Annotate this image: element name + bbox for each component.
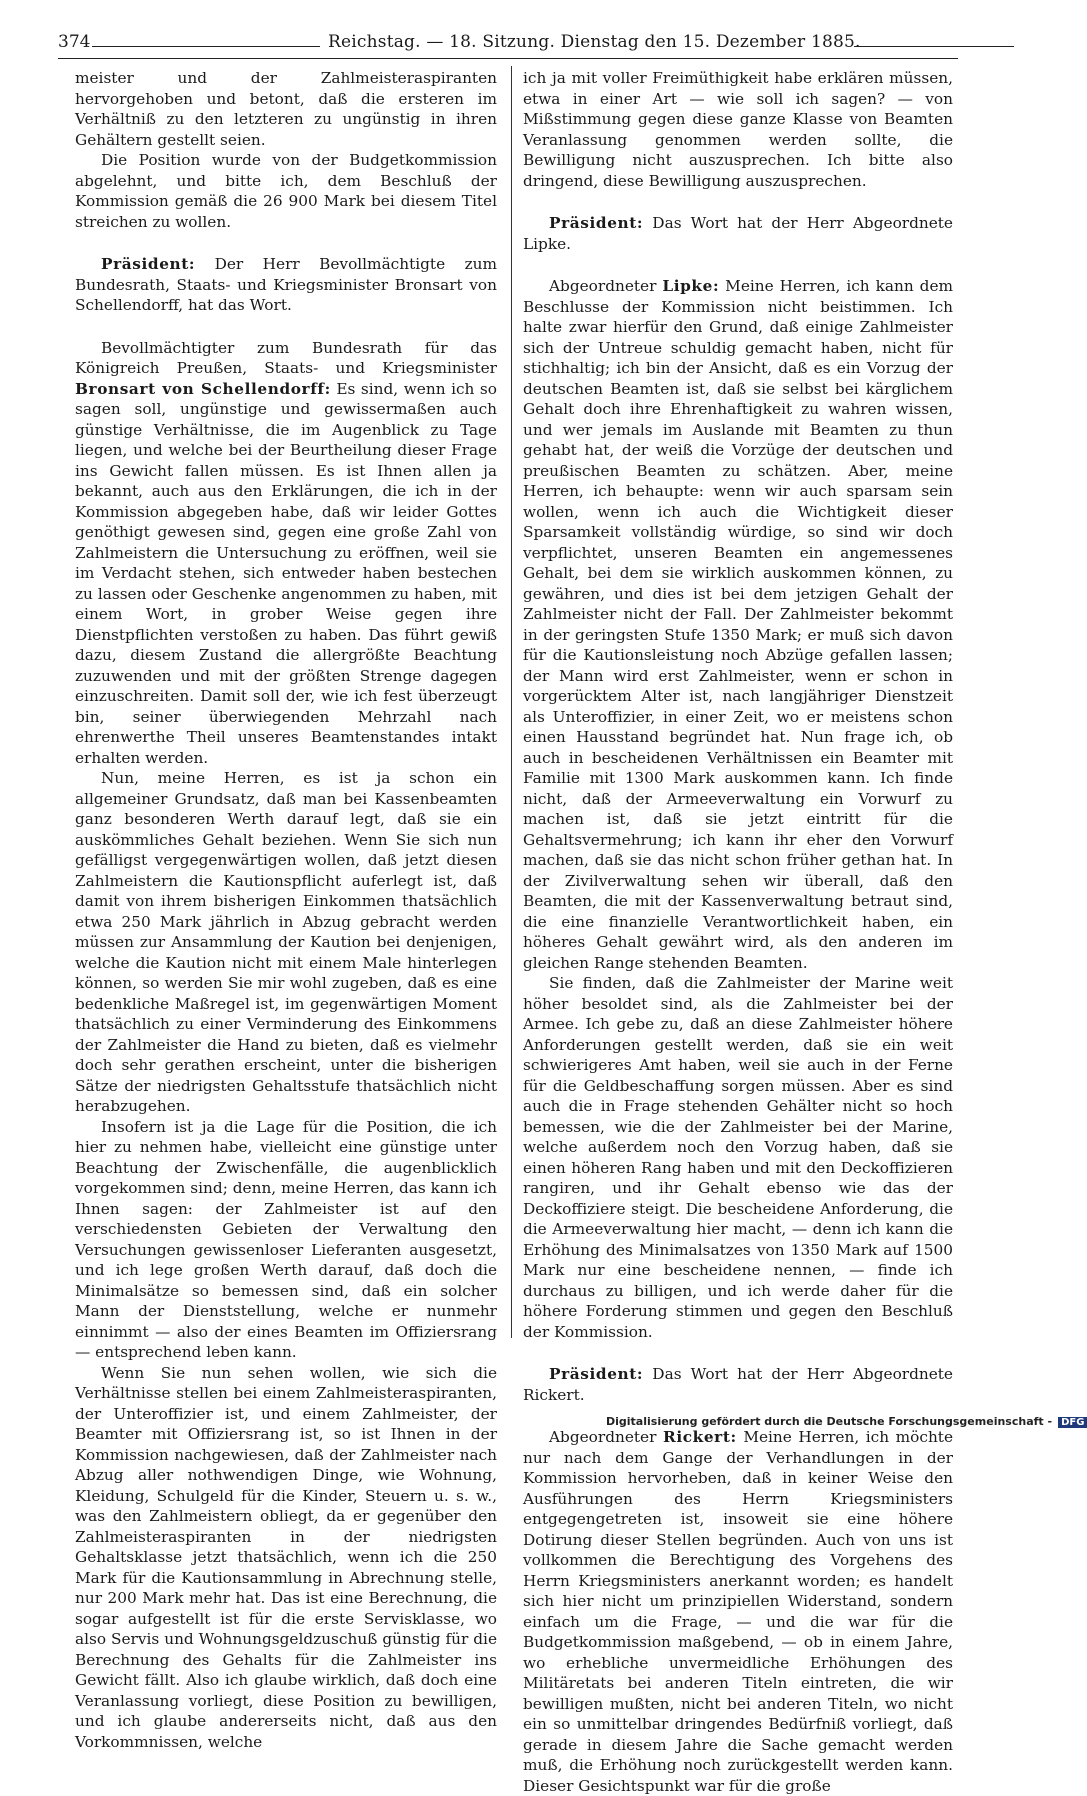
footer-text: Digitalisierung gefördert durch die Deutsche Forschungsgemeinschaft - xyxy=(606,1415,1053,1428)
speech-text: Meine Herren, ich möchte nur nach dem Gange der Verhandlungen in der Kommission hervorheben, daß in keiner Weise den Ausführungen des Herrn Kriegsministers entgegengetreten ist, insoweit sie eine höhere Dotirung dieser Stellen begründen. Auch von uns ist vollkommen die Berechtigung des Vorgehens des Herrn Kriegsministers anerkannt worden; es handelt sich hier nicht um prinzipiellen Widerstand, sondern einfach um die Frage, — und die war für die Budgetkommission maßgebend, — ob in einem Jahre, wo erhebliche unvermeidliche Erhöhungen des Militäretats bei anderen Titeln eintreten, die wir bewilligen mußten, nicht bei anderen Titeln, wo nicht ein so unmittelbar dringendes Bedürfniß vorliegt, daß gerade in diesem Jahre die Sache gemacht werden muß, die Erhöhung noch zurückgestellt werden kann. Dieser Gesichtspunkt war für die große xyxy=(523,1428,953,1795)
speaker-intro: Bevollmächtigter zum Bundesrath für das Königreich Preußen, Staats- und Kriegsminister xyxy=(75,338,497,377)
speech-lipke xyxy=(523,276,953,973)
speech-bronsart xyxy=(75,338,497,769)
speaker-intro: Abgeordneter xyxy=(549,1428,663,1446)
paragraph: Insofern ist ja die Lage für die Position, die ich hier zu nehmen habe, vielleicht eine günstige unter Beachtung der Zwischenfälle, die augenblicklich vorgekommen sind; denn, meine Herren, das kann ich Ihnen sagen: der Zahlmeister ist auf den verschiedensten Gebieten der Verwaltung den Versuchungen gewissenloser Lieferanten ausgesetzt, und ich lege großen Werth darauf, daß doch die Minimalsätze so bemessen sind, daß ein solcher Mann der Dienststellung, welche er nunmehr einnimmt — also der eines Beamten im Offiziersrang — entsprechend leben kann. xyxy=(75,1117,497,1361)
header-underline xyxy=(58,58,958,59)
speech-president xyxy=(75,254,497,316)
speaker-name: Rickert: xyxy=(663,1428,737,1446)
dfg-logo: DFG xyxy=(1058,1417,1087,1428)
paragraph: Sie finden, daß die Zahlmeister der Marine weit höher besoldet sind, als die Zahlmeister bei der Armee. Ich gebe zu, daß an diese Zahlmeister höhere Anforderungen gestellt werden, daß sie ein weit schwierigeres Amt haben, weil sie auch in der Ferne für die Geldbeschaffung sorgen müssen. Aber es sind auch die in Frage stehenden Gehälter nicht so hoch bemessen, wie die der Zahlmeister bei der Marine, welche außerdem noch den Vorzug haben, daß sie einen höheren Rang haben und mit den Deckoffizieren rangiren, und ihr Gehalt ebenso wie das der Deckoffiziere steigt. Die bescheidene Anforderung, die die Armeeverwaltung hier macht, — denn ich kann die Erhöhung des Minimalsatzes von 1350 Mark auf 1500 Mark nur eine bescheidene nennen, — finde ich durchaus zu billigen, und ich werde daher für die höhere Forderung stimmen und gegen den Beschluß der Kommission. xyxy=(523,974,953,1341)
speaker-name: Präsident: xyxy=(549,214,644,232)
digitization-footer xyxy=(606,1415,1087,1428)
column-divider xyxy=(511,66,512,1338)
paragraph: Wenn Sie nun sehen wollen, wie sich die Verhältnisse stellen bei einem Zahlmeisteraspiranten, der Unteroffizier ist, und einem Zahlmeister, der Beamter mit Offiziersrang ist, so ist Ihnen in der Kommission nachgewiesen, daß der Zahlmeister nach Abzug aller nothwendigen Dinge, wie Wohnung, Kleidung, Schulgeld für die Kinder, Steuern u. s. w., was den Zahlmeistern obliegt, da er gegenüber den Zahlmeisteraspiranten in der niedrigsten Gehaltsklasse jetzt thatsächlich, wenn ich die 250 Mark für die Kautionsammlung in Abrechnung stelle, nur 200 Mark mehr hat. Das ist eine Berechnung, die sogar aufgestellt ist für die erste Servisklasse, wo also Servis und Wohnungsgeldzuschuß günstig für die Berechnung des Gehalts für die Zahlmeister ins Gewicht fällt. Also ich glaube wirklich, daß doch eine Veranlassung vorliegt, diese Position zu bewilligen, und ich glaube andererseits nicht, daß aus den Vorkommnissen, welche xyxy=(75,1363,497,1751)
page-header xyxy=(58,28,958,58)
speech-rickert xyxy=(523,1427,953,1796)
speaker-name: Präsident: xyxy=(101,255,196,273)
speaker-name: Lipke: xyxy=(662,277,720,295)
paragraph: meister und der Zahlmeisteraspiranten hervorgehoben und betont, daß die ersteren im Verhältniß zu den letzteren zu ungünstig in ihren Gehältern gestellt seien. xyxy=(75,69,497,149)
speech-text: Der Herr Bevollmächtigte zum Bundesrath, Staats- und Kriegsminister Bronsart von Schellendorff, hat das Wort. xyxy=(75,255,497,314)
paragraph: ich ja mit voller Freimüthigkeit habe erklären müssen, etwa in einer Art — wie soll ich sagen? — von Mißstimmung gegen diese ganze Klasse von Beamten Veranlassung genommen werden sollte, die Bewilligung nicht auszusprechen. Ich bitte also dringend, diese Bewilligung auszusprechen. xyxy=(523,69,953,190)
page-number: 374 xyxy=(58,32,91,52)
speaker-name: Bronsart von Schellendorff: xyxy=(75,379,331,398)
speech-president xyxy=(523,213,953,254)
speech-president xyxy=(523,1364,953,1405)
speech-text: Meine Herren, ich kann dem Beschlusse der Kommission nicht beistimmen. Ich halte zwar hierfür den Grund, daß einige Zahlmeister sich der Untreue schuldig gemacht haben, nicht für stichhaltig; ich bin der Ansicht, daß es ein Vorzug der deutschen Beamten ist, daß sie selbst bei kärglichem Gehalt doch ihre Ehrenhaftigkeit zu wahren wissen, und wer jemals im Auslande mit Beamten zu thun gehabt hat, der weiß die Vorzüge der deutschen und preußischen Beamten zu schätzen. Aber, meine Herren, ich behaupte: wenn wir auch sparsam sein wollen, wenn ich auch die Wichtigkeit dieser Sparsamkeit vollständig würdige, so sind wir doch verpflichtet, unseren Beamten ein angemessenes Gehalt, bei dem sie wirklich auskommen können, zu gewähren, und dies ist bei dem jetzigen Gehalt der Zahlmeister nicht der Fall. Der Zahlmeister bekommt in der geringsten Stufe 1350 Mark; er muß sich davon für die Kautionsleistung noch Abzüge gefallen lassen; der Mann wird erst Zahlmeister, wenn er schon in vorgerücktem Alter ist, nach langjähriger Dienstzeit als Unteroffizier, in einer Zeit, wo er meistens schon einen Hausstand begründet hat. Nun frage ich, ob auch in bescheidenen Verhältnissen ein Beamter mit Familie mit 1300 Mark auskommen kann. Ich finde nicht, daß der Armeeverwaltung ein Vorwurf zu machen ist, daß sie jetzt eintritt für die Gehaltsvermehrung; ich kann ihr eher den Vorwurf machen, daß sie das nicht schon früher gethan hat. In der Zivilverwaltung sehen wir überall, daß den Beamten, die mit der Kassenverwaltung betraut sind, die eine finanzielle Verantwortlichkeit haben, ein höheres Gehalt gewährt wird, als den anderen im gleichen Range stehenden Beamten. xyxy=(523,277,953,972)
speaker-intro: Abgeordneter xyxy=(549,277,663,295)
paragraph: Die Position wurde von der Budgetkommission abgelehnt, und bitte ich, dem Beschluß der Kommission gemäß die 26 900 Mark bei diesem Titel streichen zu wollen. xyxy=(75,151,497,231)
header-rule-left xyxy=(92,46,320,47)
speech-text: Das Wort hat der Herr Abgeordnete Rickert. xyxy=(523,1365,953,1404)
paragraph: Nun, meine Herren, es ist ja schon ein allgemeiner Grundsatz, daß man bei Kassenbeamten ganz besonderen Werth darauf legt, daß sie ein auskömmliches Gehalt beziehen. Wenn Sie sich nun gefälligst vergegenwärtigen wollen, daß jetzt diesen Zahlmeistern die Kautionspflicht auferlegt ist, daß damit von ihrem bisherigen Einkommen thatsächlich etwa 250 Mark jährlich in Abzug gebracht werden müssen zur Ansammlung der Kaution bei denjenigen, welche die Kaution nicht mit einem Male hinterlegen können, so werden Sie mir wohl zugeben, daß es eine bedenkliche Maßregel ist, im gegenwärtigen Moment thatsächlich zu einer Verminderung des Einkommens der Zahlmeister die Hand zu bieten, daß es vielmehr doch sehr gerathen erscheint, unter die bisherigen Sätze der niedrigsten Gehaltsstufe thatsächlich nicht herabzugehen. xyxy=(75,769,497,1115)
speech-text: Es sind, wenn ich so sagen soll, ungünstige und gewissermaßen auch günstige Verhältnisse, die im Augenblick zu Tage liegen, und welche bei der Beurtheilung dieser Frage ins Gewicht fallen müssen. Es ist Ihnen allen ja bekannt, auch aus den Erklärungen, die ich in der Kommission abgegeben habe, daß wir leider Gottes genöthigt gewesen sind, gegen eine große Zahl von Zahlmeistern die Untersuchung zu eröffnen, weil sie im Verdacht stehen, sich entweder haben bestechen zu lassen oder Geschenke angenommen zu haben, mit einem Wort, in grober Weise gegen ihre Dienstpflichten verstoßen zu haben. Das führt gewiß dazu, diesem Zustand die allergrößte Beachtung zuzuwenden und mit der größten Strenge dagegen einzuschreiten. Damit soll der, wie ich fest überzeugt bin, seiner überwiegenden Mehrzahl nach ehrenwerthe Theil unseres Beamtenstandes intakt erhalten werden. xyxy=(75,379,497,767)
speaker-name: Präsident: xyxy=(549,1365,644,1383)
running-title: Reichstag. — 18. Sitzung. Dienstag den 15. Dezember 1885. xyxy=(328,32,861,52)
header-rule-right xyxy=(854,46,1014,47)
speech-text: Das Wort hat der Herr Abgeordnete Lipke. xyxy=(523,214,953,253)
left-column xyxy=(75,68,497,1751)
